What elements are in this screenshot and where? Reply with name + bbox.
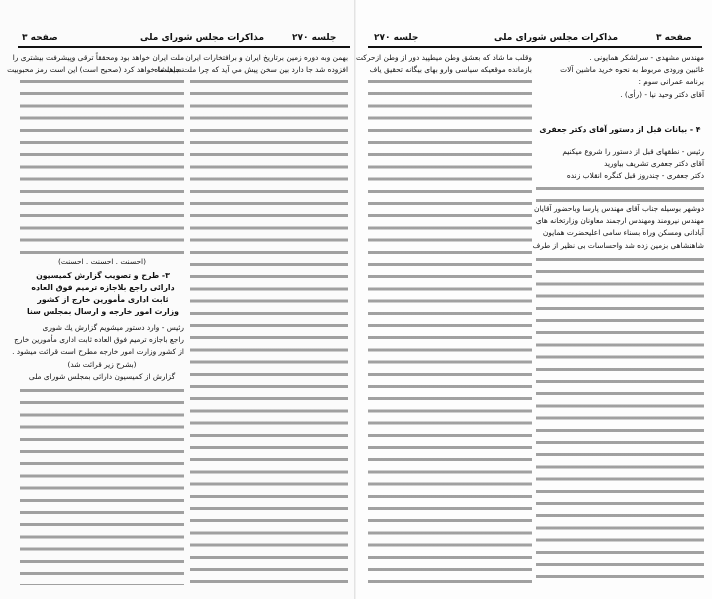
text-line: نصيب ما خواهد كرد (صحيح است) اين است رمز محبوبيت — [7, 65, 184, 75]
text-line: بازمانده موقعيكه سياسی وارو بهای بيگانه تحقيق ياف — [369, 65, 532, 75]
text-line: مهندس مشهدی - سرلشكر همايونی . — [589, 53, 704, 62]
text-line: شاهنشاهی بزمين زده شد واحساسات بی نظير از طرف — [532, 240, 704, 250]
section-body — [12, 322, 184, 383]
text-line: برنامه عمرانی سوم : — [638, 77, 704, 87]
section-heading: ۳- طرح و تصويب گزارش كميسيون دارائی راجع بلاجازه ترميم فوق العاده ثابت اداری مأمورين خارج از كشور وزارت امور خارجه و ارسال بمجلس سنا — [26, 271, 179, 316]
text-line: آقای دكتر جعفری تشريف بياوريد — [604, 159, 704, 169]
text-line: رئيس - نطقهای قبل از دستور را شروع ميكنيم — [562, 147, 704, 156]
text-line: راجع باجازه ترميم فوق العاده ثابت اداری مأمورين خارج — [14, 335, 184, 345]
section-heading: ۴ - بيانات قبل از دستور آقای دكتر جعفری — [539, 125, 701, 134]
header-rule — [18, 46, 350, 48]
text-line: افزوده شد جا دارد بين سخن پيش مي آيد كه چرا ملت جاهلشاه — [154, 65, 348, 75]
page-number: صفحه ۳ — [22, 33, 58, 43]
text-line: وقلب ما شاد كه بعشق وطن ميطپيد دور از وطن ازحركت — [356, 53, 532, 62]
right-column — [536, 52, 704, 101]
page-number: صفحه ۳ — [656, 33, 692, 43]
right-column — [154, 52, 348, 76]
body-text-block — [20, 385, 184, 585]
text-line: (بشرح زير قرائت شد) — [67, 359, 137, 369]
text-line: مهندس نيرومند ومهندس ارجمند معاونان وزارتخانه های — [535, 216, 704, 226]
text-line: دكتر جعفری - چندروز قبل كنگره انقلاب زنده — [566, 171, 704, 181]
text-line: دوشهر بوسيله جناب آقای مهندس پارسا وباحضور آقايان — [534, 204, 704, 213]
applause: (احسنت . احسنت . احسنت) — [58, 257, 146, 266]
section-body — [536, 146, 704, 183]
body-text-block — [190, 76, 348, 586]
left-column — [7, 52, 184, 76]
right-page — [356, 0, 712, 599]
text-line: رئيس - وارد دستور ميشويم گزارش يك شوری — [42, 323, 184, 332]
header-title: مذاکرات مجلس شورای ملی — [140, 33, 265, 43]
text-line: آبادانی ومسكن وراه بسناء سامی اعليحضرت همايون — [542, 228, 704, 238]
text-line: از كشور وزارت امور خارجه مطرح است قرائت ميشود . — [12, 347, 184, 357]
left-column — [356, 52, 532, 76]
header-title: مذاکرات مجلس شورای ملی — [494, 33, 619, 43]
session-number: جلسه ۲۷۰ — [374, 33, 419, 43]
body-text-block — [536, 183, 704, 203]
header-rule — [368, 46, 702, 48]
text-line: ملت ايران خواهد بود ومحققاً ترقی وپيشرفت بيشتری را — [12, 53, 184, 62]
body-text-block — [368, 76, 532, 586]
section-body-cont — [532, 203, 704, 252]
text-line: بهمن وبه دوره زمين برتاريخ ايران و برافتخارات ايران — [185, 53, 348, 62]
body-text-block — [536, 254, 704, 586]
session-number: جلسه ۲۷۰ — [292, 33, 337, 43]
body-text-block — [20, 76, 184, 256]
text-line: گزارش از كميسيون دارائی بمجلس شورای ملی — [28, 371, 176, 381]
text-line: غائبين ورودی مربوط به نحوه خريد ماشين آلات — [560, 65, 704, 75]
text-line: آقای دكتر وحيد نيا - (رأی) . — [620, 89, 704, 99]
